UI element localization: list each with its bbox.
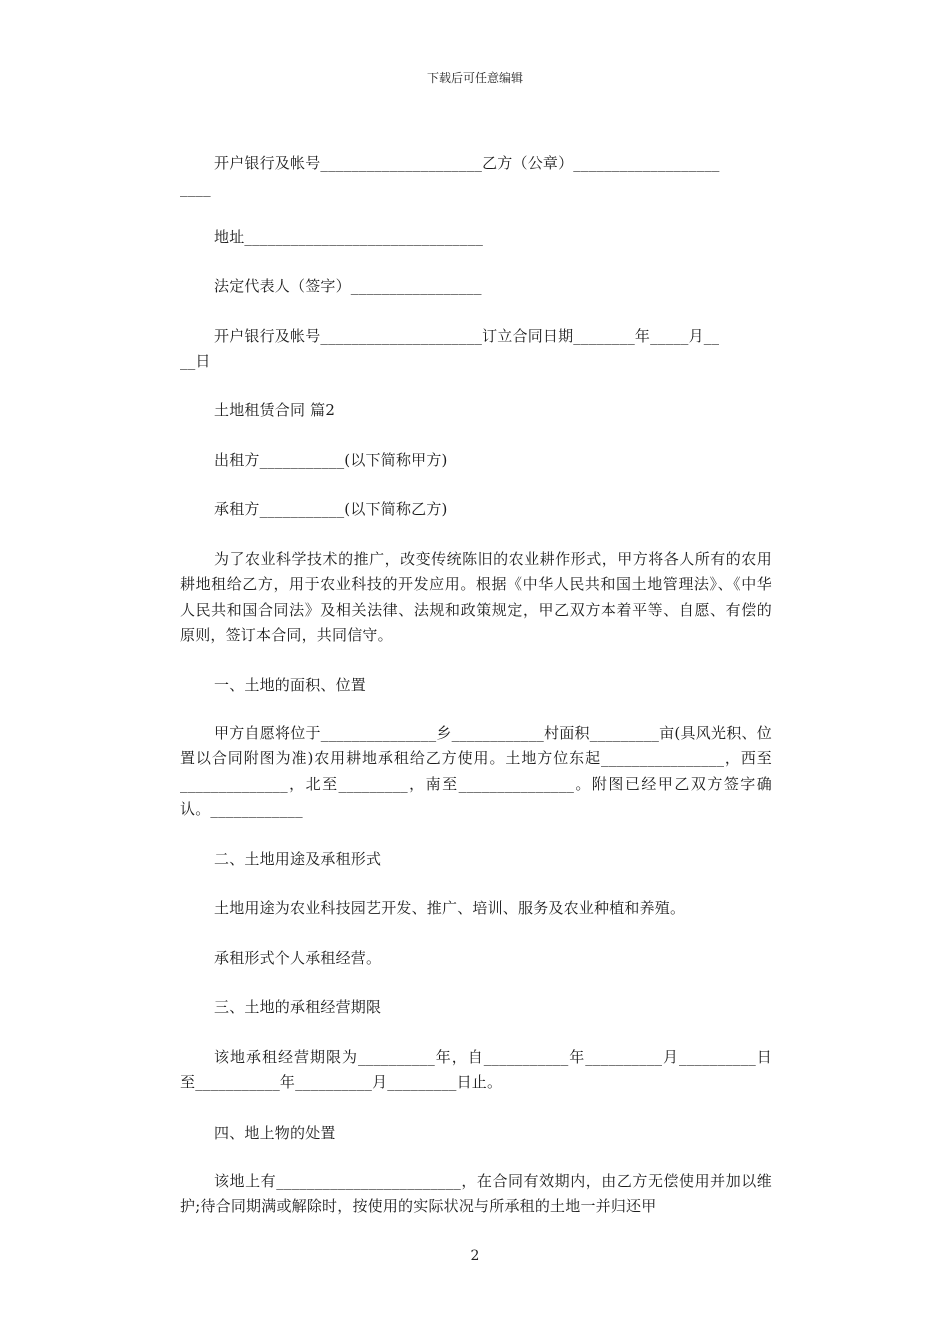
structures-paragraph: 该地上有________________________，在合同有效期内，由乙方无偿使用并加以维护;待合同期满或解除时，按使用的实际状况与所承租的土地一并归还甲 xyxy=(180,1172,772,1216)
section-title: 土地租赁合同 篇2 xyxy=(214,401,336,419)
legal-rep-line: 法定代表人（签字）_________________ xyxy=(214,277,482,295)
address-line: 地址_______________________________ xyxy=(214,228,484,246)
bank-account-line-2-cont: __日 xyxy=(180,352,211,370)
preamble-paragraph: 为了农业科学技术的推广，改变传统陈旧的农业耕作形式，甲方将各人所有的农用耕地租给乙方，用于农业科技的开发应用。根据《中华人民共和国土地管理法》、《中华人民共和国合同法》及相关法律、法规和政策规定，甲乙双方本着平等、自愿、有偿的原则，签订本合同，共同信守。 xyxy=(180,550,772,644)
lessee-line: 承租方___________(以下简称乙方) xyxy=(214,500,448,518)
heading-lease-term: 三、土地的承租经营期限 xyxy=(214,998,382,1016)
heading-structures: 四、地上物的处置 xyxy=(214,1124,336,1142)
term-paragraph: 该地承租经营期限为__________年，自___________年__________月__________日至___________年__________月_________日止。 xyxy=(180,1048,772,1092)
bank-account-line-1: 开户银行及帐号_____________________乙方（公章）___________________ xyxy=(214,154,720,172)
location-paragraph: 甲方自愿将位于_______________乡____________村面积_________亩(具风光积、位置以合同附图为准)农用耕地承租给乙方使用。土地方位东起________________，西至______________，北至_________，南至_______________。附图已经甲乙双方签字确认。____________ xyxy=(180,724,772,818)
bank-account-line-2: 开户银行及帐号_____________________订立合同日期________年_____月__ xyxy=(214,327,720,345)
bank-account-line-1-cont: ____ xyxy=(180,179,211,197)
heading-land-use: 二、土地用途及承租形式 xyxy=(214,850,382,868)
header-watermark: 下载后可任意编辑 xyxy=(426,71,523,85)
heading-area-location: 一、土地的面积、位置 xyxy=(214,676,367,694)
page-number: 2 xyxy=(470,1248,480,1264)
land-use-line: 土地用途为农业科技园艺开发、推广、培训、服务及农业种植和养殖。 xyxy=(214,899,686,917)
lease-form-line: 承租形式个人承租经营。 xyxy=(214,949,382,967)
lessor-line: 出租方___________(以下简称甲方) xyxy=(214,451,448,469)
